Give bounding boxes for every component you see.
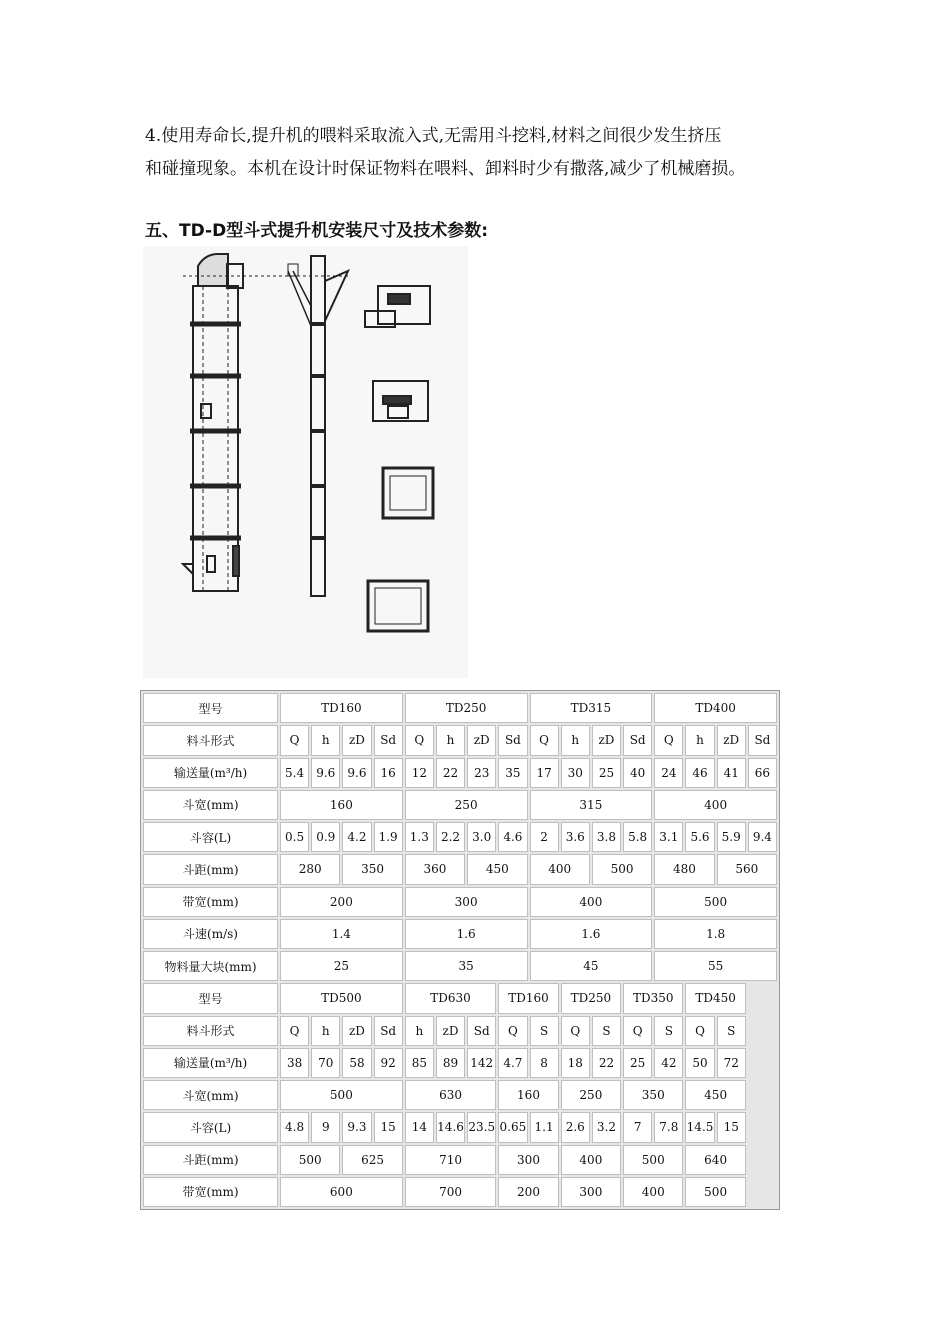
table-cell: 66 [748,758,777,788]
table-cell: 300 [561,1177,621,1207]
table-cell: Q [685,1016,714,1046]
spec-table [140,690,780,1210]
table-cell: 23.5 [467,1112,496,1142]
table-cell: Q [561,1016,590,1046]
intro-paragraph [145,120,825,186]
table-cell: 3.1 [654,822,683,852]
table-cell: 280 [280,854,340,884]
table-cell: 500 [623,1145,683,1175]
table-row [143,822,777,852]
table-cell: S [592,1016,621,1046]
table-cell: 15 [717,1112,746,1142]
table-cell: 0.5 [280,822,309,852]
table-cell: zD [467,725,496,755]
table-cell: 7.8 [654,1112,683,1142]
table-cell: 7 [623,1112,652,1142]
table-cell: 1.9 [374,822,403,852]
table-cell: Q [530,725,559,755]
table-cell: Sd [374,725,403,755]
table-row [143,758,777,788]
table-cell: zD [342,725,371,755]
table-row [143,1016,777,1046]
table-cell: 14.5 [685,1112,714,1142]
table-cell: 1.4 [280,919,403,949]
table-cell: 5.4 [280,758,309,788]
row-label: 斗宽(mm) [143,1080,278,1110]
table-cell: 2.2 [436,822,465,852]
table-row [143,951,777,981]
table-cell: 142 [467,1048,496,1078]
table-cell: 640 [685,1145,745,1175]
table-cell: 9.3 [342,1112,371,1142]
table-row [143,854,777,884]
table-cell: 58 [342,1048,371,1078]
table-cell: 160 [280,790,403,820]
table-cell: 41 [717,758,746,788]
table-cell: 22 [436,758,465,788]
table-cell: TD160 [280,693,403,723]
table-cell: Q [405,725,434,755]
table-cell: 400 [654,790,777,820]
table-cell: 1.3 [405,822,434,852]
table-cell: 500 [654,887,777,917]
table-cell: 450 [467,854,527,884]
row-label: 料斗形式 [143,1016,278,1046]
table-cell: 560 [717,854,777,884]
table-cell: 400 [530,854,590,884]
table-cell: TD315 [530,693,653,723]
table-cell: 12 [405,758,434,788]
table-cell: 46 [685,758,714,788]
table-row [143,887,777,917]
table-cell: 70 [311,1048,340,1078]
section-title: 五、TD-D型斗式提升机安装尺寸及技术参数: [145,221,488,241]
table-cell: 9.6 [311,758,340,788]
table-cell: 3.0 [467,822,496,852]
row-label: 斗距(mm) [143,854,278,884]
table-cell: 300 [498,1145,558,1175]
table-cell: 17 [530,758,559,788]
table-cell: Sd [748,725,777,755]
row-label: 斗宽(mm) [143,790,278,820]
table-cell: 89 [436,1048,465,1078]
table-cell: zD [592,725,621,755]
table-cell: 3.2 [592,1112,621,1142]
table-cell: 450 [685,1080,745,1110]
table-cell: TD500 [280,983,403,1013]
table-cell: h [561,725,590,755]
table-cell: 3.8 [592,822,621,852]
table-cell: 4.6 [498,822,527,852]
table-cell: 500 [280,1145,340,1175]
table-cell: 400 [561,1145,621,1175]
row-label: 物料量大块(mm) [143,951,278,981]
table-cell: 25 [280,951,403,981]
table-cell: 200 [280,887,403,917]
table-cell: 600 [280,1177,403,1207]
table-cell: 400 [530,887,653,917]
table-cell: Sd [498,725,527,755]
table-cell: 15 [374,1112,403,1142]
table-row [143,983,777,1013]
table-cell: h [311,1016,340,1046]
table-cell: h [311,725,340,755]
table-cell: TD630 [405,983,497,1013]
table-cell: 4.8 [280,1112,309,1142]
table-cell: zD [436,1016,465,1046]
table-cell: 45 [530,951,653,981]
table-cell: 9.4 [748,822,777,852]
table-row [143,725,777,755]
table-cell: TD160 [498,983,558,1013]
table-cell: 4.2 [342,822,371,852]
table-cell: 25 [623,1048,652,1078]
table-cell: Q [623,1016,652,1046]
table-cell: Q [280,1016,309,1046]
table-cell: 400 [623,1177,683,1207]
table-row [143,1048,777,1078]
table-cell: 22 [592,1048,621,1078]
table-cell: 500 [592,854,652,884]
table-cell: 35 [405,951,528,981]
row-label: 输送量(m³/h) [143,1048,278,1078]
elevator-drawing [143,246,468,678]
table-row [143,1080,777,1110]
table-cell: zD [342,1016,371,1046]
table-cell: TD250 [405,693,528,723]
table-cell: 50 [685,1048,714,1078]
table-cell: 24 [654,758,683,788]
table-cell: h [436,725,465,755]
table-cell: 18 [561,1048,590,1078]
table-cell: 23 [467,758,496,788]
table-cell: 625 [342,1145,402,1175]
table-cell: 2.6 [561,1112,590,1142]
table-row [143,1145,777,1175]
table-cell: 1.6 [405,919,528,949]
table-cell: 1.6 [530,919,653,949]
table-cell: 315 [530,790,653,820]
table-cell: Sd [623,725,652,755]
table-cell: S [530,1016,559,1046]
row-label: 斗容(L) [143,822,278,852]
table-cell: 360 [405,854,465,884]
table-cell: S [717,1016,746,1046]
row-label: 斗距(mm) [143,1145,278,1175]
table-cell: TD450 [685,983,745,1013]
table-cell: 700 [405,1177,497,1207]
row-label: 料斗形式 [143,725,278,755]
table-cell: 92 [374,1048,403,1078]
row-label: 型号 [143,693,278,723]
table-cell: 38 [280,1048,309,1078]
table-cell: 5.9 [717,822,746,852]
row-label: 带宽(mm) [143,887,278,917]
table-cell: 35 [498,758,527,788]
table-cell: 0.9 [311,822,340,852]
table-cell: 480 [654,854,714,884]
table-cell: 5.6 [685,822,714,852]
table-cell: 85 [405,1048,434,1078]
row-label: 斗容(L) [143,1112,278,1142]
table-cell: 1.1 [530,1112,559,1142]
table-cell: 350 [342,854,402,884]
table-cell: 300 [405,887,528,917]
table-cell: Sd [467,1016,496,1046]
table-cell: 250 [405,790,528,820]
table-cell: 40 [623,758,652,788]
row-label: 输送量(m³/h) [143,758,278,788]
table-cell: zD [717,725,746,755]
table-cell: 14.6 [436,1112,465,1142]
table-row [143,790,777,820]
table-cell: 630 [405,1080,497,1110]
table-row [143,1112,777,1142]
table-cell: 500 [280,1080,403,1110]
table-cell: h [685,725,714,755]
table-cell: 55 [654,951,777,981]
row-label: 带宽(mm) [143,1177,278,1207]
row-label: 斗速(m/s) [143,919,278,949]
table-cell: TD350 [623,983,683,1013]
table-cell: 200 [498,1177,558,1207]
table-cell: 0.65 [498,1112,527,1142]
table-cell: 1.8 [654,919,777,949]
table-cell: Q [498,1016,527,1046]
table-cell: 350 [623,1080,683,1110]
table-cell: 42 [654,1048,683,1078]
table-row [143,693,777,723]
table-cell: 16 [374,758,403,788]
table-cell: 3.6 [561,822,590,852]
table-cell: S [654,1016,683,1046]
table-cell: 72 [717,1048,746,1078]
table-cell: 30 [561,758,590,788]
table-cell: 250 [561,1080,621,1110]
table-cell: Q [654,725,683,755]
intro-line-1: 4.使用寿命长,提升机的喂料采取流入式,无需用斗挖料,材料之间很少发生挤压 [145,126,722,146]
table-cell: Q [280,725,309,755]
table-cell: 4.7 [498,1048,527,1078]
row-label: 型号 [143,983,278,1013]
table-cell: 710 [405,1145,497,1175]
intro-line-2: 和碰撞现象。本机在设计时保证物料在喂料、卸料时少有撒落,减少了机械磨损。 [145,159,746,179]
table-row [143,1177,777,1207]
table-cell: 14 [405,1112,434,1142]
table-cell: 2 [530,822,559,852]
table-cell: 25 [592,758,621,788]
table-cell: 9.6 [342,758,371,788]
table-cell: 500 [685,1177,745,1207]
table-cell: Sd [374,1016,403,1046]
table-cell: 5.8 [623,822,652,852]
table-cell: 9 [311,1112,340,1142]
table-cell: h [405,1016,434,1046]
table-row [143,919,777,949]
table-cell: TD250 [561,983,621,1013]
table-cell: TD400 [654,693,777,723]
table-cell: 160 [498,1080,558,1110]
table-cell: 8 [530,1048,559,1078]
